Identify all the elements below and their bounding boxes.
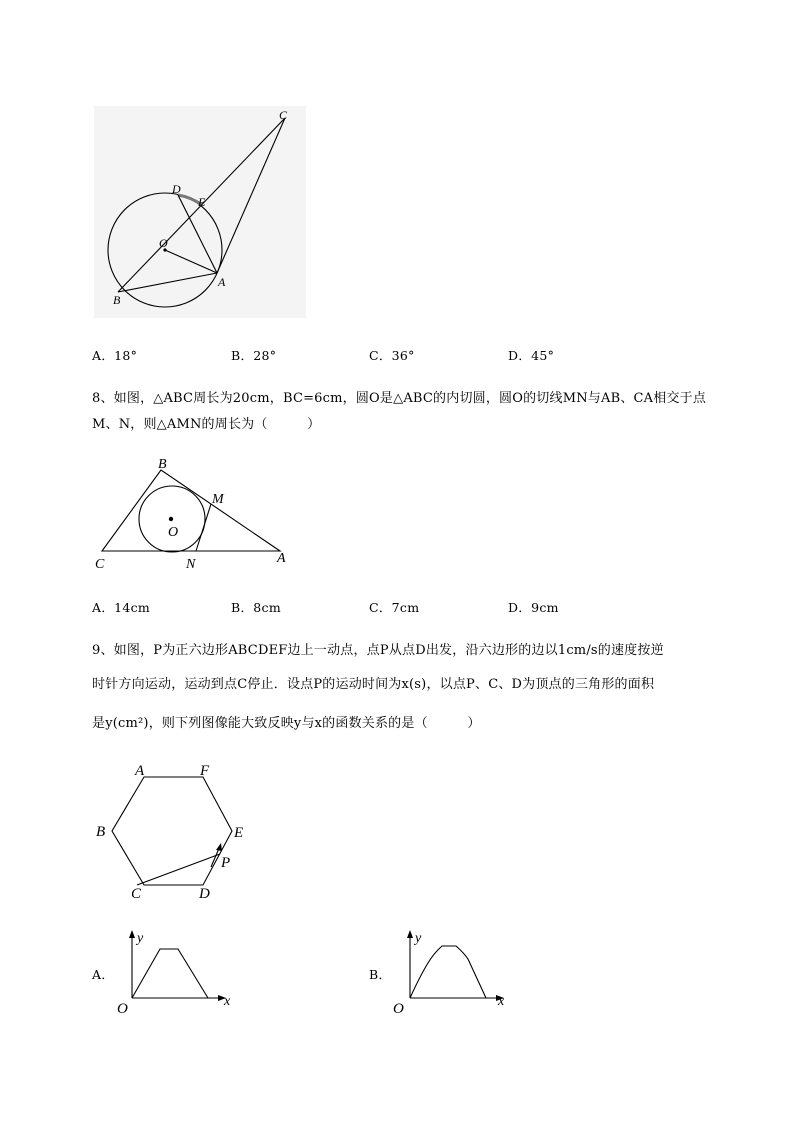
label-b: B: [158, 457, 167, 472]
q9-text-line3: 是y(cm²)，则下列图像能大致反映y与x的函数关系的是（ ）: [92, 716, 481, 731]
label-n: N: [186, 557, 196, 572]
label-d: D: [172, 182, 181, 196]
label-o: O: [168, 525, 179, 540]
hexagon-abcdef: [112, 777, 232, 885]
label-a: A: [135, 763, 145, 779]
q8-figure: [90, 452, 300, 574]
graph-curve: [132, 949, 208, 998]
label-f: F: [200, 763, 210, 779]
y-label: y: [415, 931, 422, 946]
label-o: O: [159, 236, 168, 250]
q7-option-b[interactable]: B．28°: [231, 348, 277, 363]
graph-curve: [410, 946, 486, 998]
y-label: y: [137, 931, 144, 946]
label-d: D: [199, 886, 210, 902]
q8-option-b[interactable]: B．8cm: [231, 600, 281, 615]
q7-option-d[interactable]: D．45°: [508, 348, 555, 363]
label-a: A: [277, 551, 286, 566]
label-e: E: [234, 825, 244, 841]
triangle-abc: [102, 470, 280, 551]
origin-label: O: [393, 1001, 404, 1017]
q9-option-a-graph[interactable]: [112, 926, 242, 1018]
arrow-head: [216, 843, 222, 851]
q8-option-c[interactable]: C．7cm: [369, 600, 420, 615]
label-p: P: [221, 855, 231, 871]
q8-text-line2: M、N，则△AMN的周长为（ ）: [92, 417, 321, 432]
q9-hexagon-figure: [90, 758, 260, 906]
y-axis-arrow: [129, 930, 135, 938]
q7-option-a[interactable]: A．18°: [92, 348, 138, 363]
q8-option-d[interactable]: D．9cm: [508, 600, 559, 615]
label-b: B: [113, 293, 121, 307]
label-a: A: [218, 275, 226, 289]
q9-option-b-graph[interactable]: [390, 926, 520, 1018]
center-point: [169, 517, 173, 521]
label-b: B: [96, 824, 106, 840]
q9-text-line1: 9、如图，P为正六边形ABCDEF边上一动点，点P从点D出发，沿六边形的边以1cm/s的速度按逆: [92, 643, 664, 658]
y-axis-arrow: [407, 930, 413, 938]
x-label: x: [224, 994, 231, 1009]
q8-option-a[interactable]: A．14cm: [92, 600, 151, 615]
figure-background: [94, 106, 306, 318]
q8-text-line1: 8、如图，△ABC周长为20cm，BC=6cm，圆O是△ABC的内切圆，圆O的切线MN与AB、CA相交于点: [92, 391, 707, 406]
q9-option-b-label[interactable]: B．: [369, 967, 392, 982]
q9-option-a-label[interactable]: A．: [92, 967, 115, 982]
origin-label: O: [117, 1001, 128, 1017]
q7-figure: [90, 102, 315, 324]
q7-option-c[interactable]: C．36°: [369, 348, 415, 363]
label-e: E: [198, 195, 206, 209]
label-c: C: [279, 108, 288, 122]
label-m: M: [212, 492, 224, 507]
segment-cp: [137, 854, 220, 885]
label-c: C: [131, 886, 142, 902]
label-c: C: [95, 557, 105, 572]
x-label: x: [498, 994, 505, 1009]
q9-text-line2: 时针方向运动，运动到点C停止．设点P的运动时间为x(s)，以点P、C、D为顶点的三角形的面积: [92, 677, 655, 692]
